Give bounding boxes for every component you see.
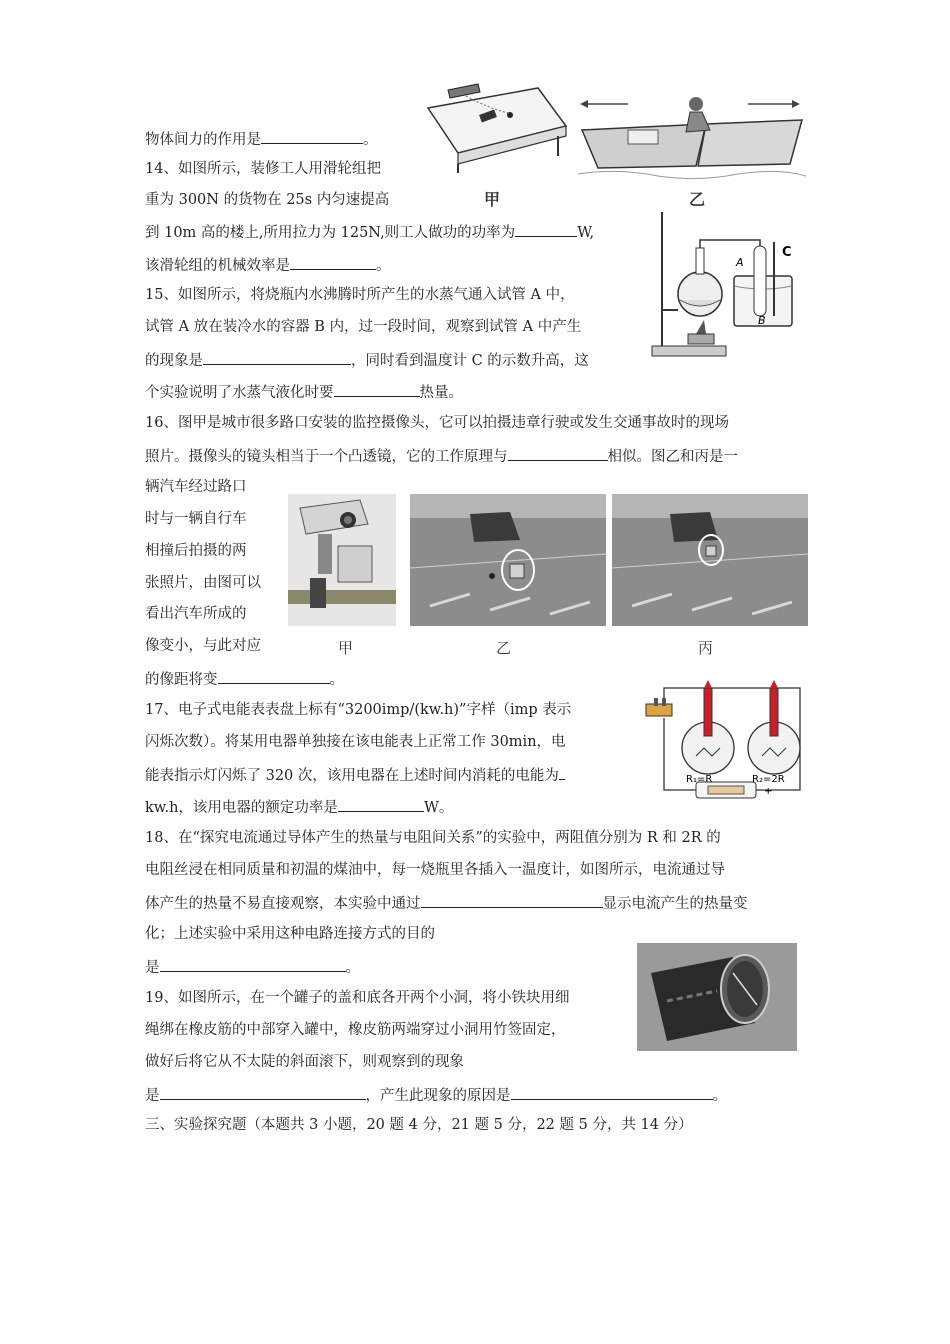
q18-line-5: 是 。 <box>145 955 360 979</box>
q16-line-8: 像变小，与此对应 <box>145 638 261 654</box>
surveillance-camera-photo <box>288 494 396 626</box>
section-heading: 三、实验探究题（本题共 3 小题，20 题 4 分，21 题 5 分，22 题 5 分，共 14 分） <box>145 1117 693 1133</box>
rolling-can-photo <box>637 943 797 1051</box>
joule-heating-circuit-figure <box>640 678 810 806</box>
q13-line: 物体间力的作用是 。 <box>145 127 378 151</box>
q19-line-2: 绳绑在橡皮筋的中部穿入罐中，橡皮筋两端穿过小洞用竹签固定， <box>145 1022 566 1038</box>
q14-line-1: 14、如图所示，装修工人用滑轮组把 <box>145 161 381 177</box>
r1-label: R₁=R <box>686 774 713 785</box>
q15-line-2: 试管 A 放在装冷水的容器 B 内，过一段时间，观察到试管 A 中产生 <box>145 319 582 335</box>
answer-blank[interactable] <box>290 253 376 270</box>
q14-line-2: 重为 300N 的货物在 25s 内匀速提高 <box>145 192 390 208</box>
answer-blank[interactable] <box>338 795 424 812</box>
label-a: A <box>736 256 744 269</box>
q15-line-1: 15、如图所示，将烧瓶内水沸腾时所产生的水蒸气通入试管 A 中， <box>145 287 575 303</box>
answer-blank[interactable] <box>421 891 603 908</box>
traffic-photo-yi <box>410 494 606 626</box>
answer-blank[interactable] <box>203 348 351 365</box>
magnet-table-figure <box>418 78 568 173</box>
q18-line-3: 体产生的热量不易直接观察，本实验中通过 显示电流产生的热量变 <box>145 891 748 915</box>
q16-line-3: 辆汽车经过路口 <box>145 479 247 495</box>
q19-line-1: 19、如图所示，在一个罐子的盖和底各开两个小洞，将小铁块用细 <box>145 990 570 1006</box>
label-c: C <box>782 245 792 260</box>
q16-line-7: 看出汽车所成的 <box>145 606 247 622</box>
answer-blank[interactable] <box>511 1083 713 1100</box>
q16-line-9: 的像距将变 。 <box>145 667 344 691</box>
q16-line-5: 相撞后拍摄的两 <box>145 543 247 559</box>
q16-line-2: 照片。摄像头的镜头相当于一个凸透镜，它的工作原理与 相似。图乙和丙是一 <box>145 444 738 468</box>
answer-blank[interactable] <box>160 955 346 972</box>
answer-blank[interactable] <box>508 444 608 461</box>
caption-bing: 丙 <box>698 639 714 657</box>
answer-blank[interactable] <box>515 220 577 237</box>
q14-line-3: 到 10m 高的楼上,所用拉力为 125N,则工人做功的功率为 W, <box>145 220 594 244</box>
answer-blank[interactable] <box>218 667 330 684</box>
q16-line-1: 16、图甲是城市很多路口安装的监控摄像头，它可以拍摄违章行驶或发生交通事故时的现场 <box>145 415 729 431</box>
answer-blank[interactable] <box>261 127 363 144</box>
q18-line-2: 电阻丝浸在相同质量和初温的煤油中，每一烧瓶里各插入一温度计，如图所示，电流通过导 <box>145 862 725 878</box>
q16-line-6: 张照片，由图可以 <box>145 575 261 591</box>
traffic-photo-bing <box>612 494 808 626</box>
r2-label: R₂=2R <box>752 774 785 785</box>
q17-line-4: kw.h，该用电器的额定功率是 W。 <box>145 795 453 819</box>
plus-label: + <box>764 786 773 797</box>
answer-blank[interactable] <box>559 763 565 780</box>
q18-line-4: 化；上述实验中采用这种电路连接方式的目的 <box>145 926 435 942</box>
q14-line-4: 该滑轮组的机械效率是 。 <box>145 253 391 277</box>
q19-line-3: 做好后将它从不太陡的斜面滚下，则观察到的现象 <box>145 1054 464 1070</box>
q17-line-3: 能表指示灯闪烁了 320 次，该用电器在上述时间内消耗的电能为 <box>145 763 565 787</box>
q15-line-3: 的现象是 ，同时看到温度计 C 的示数升高，这 <box>145 348 589 372</box>
q17-line-1: 17、电子式电能表表盘上标有“3200imp/(kw.h)”字样（imp 表示 <box>145 702 572 718</box>
caption-jia: 甲 <box>338 639 354 657</box>
q17-line-2: 闪烁次数）。将某用电器单独接在该电能表上正常工作 30min，电 <box>145 734 566 750</box>
caption-yi: 乙 <box>496 639 512 657</box>
q16-line-4: 时与一辆自行车 <box>145 511 247 527</box>
label-b: B <box>758 314 766 327</box>
figure-caption-yi: 乙 <box>689 190 706 209</box>
boat-figure <box>578 90 806 182</box>
q19-line-4: 是 ，产生此现象的原因是 。 <box>145 1083 727 1107</box>
answer-blank[interactable] <box>334 380 420 397</box>
q18-line-1: 18、在“探究电流通过导体产生的热量与电阻间关系”的实验中，两阻值分别为 R 和 2R 的 <box>145 830 721 846</box>
figure-caption-jia: 甲 <box>484 190 501 209</box>
answer-blank[interactable] <box>160 1083 366 1100</box>
steam-condensation-figure <box>648 212 800 362</box>
q15-line-4: 个实验说明了水蒸气液化时要 热量。 <box>145 380 463 404</box>
